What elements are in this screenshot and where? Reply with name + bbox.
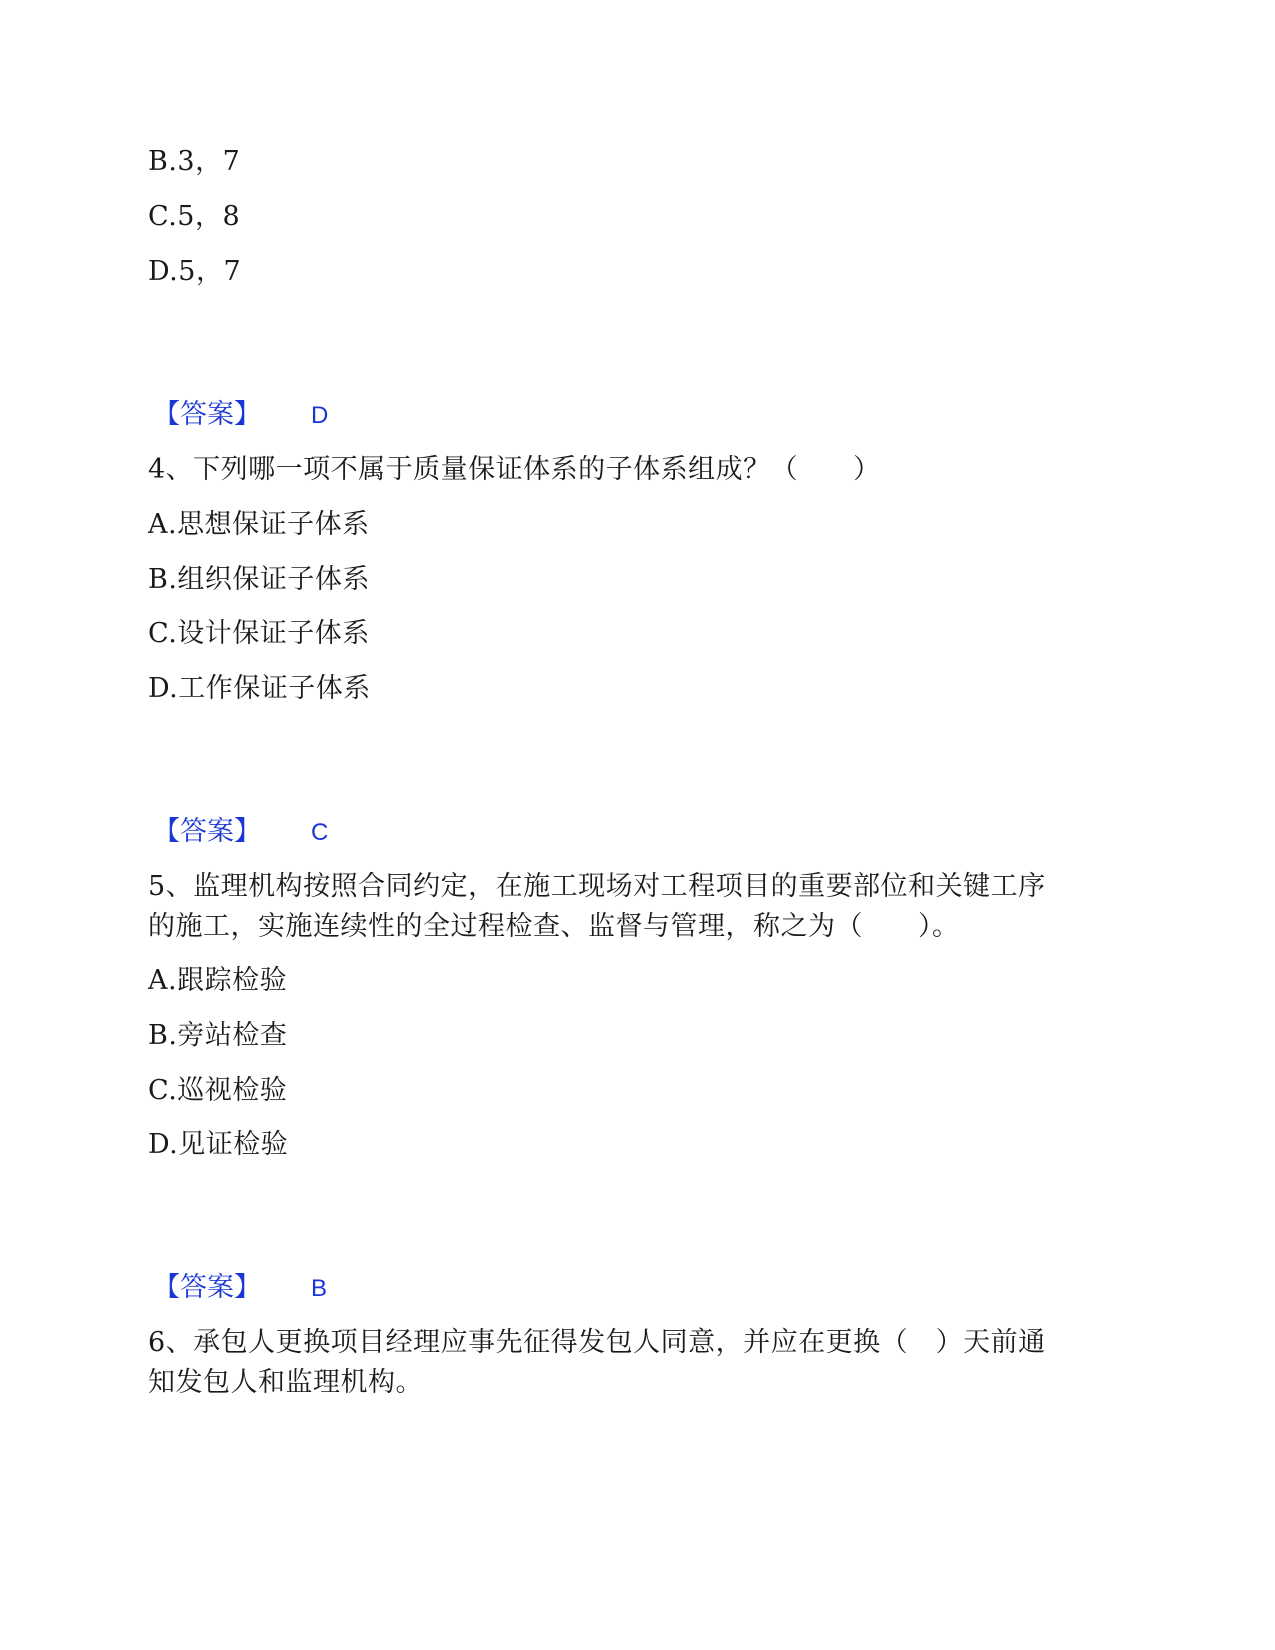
q5-option-a: A.跟踪检验 xyxy=(148,965,288,996)
q3-option-b: B.3，7 xyxy=(148,146,241,177)
q3-option-d: D.5，7 xyxy=(148,256,242,287)
answer-label: 【答案】 xyxy=(153,816,261,847)
q4-stem: 4、下列哪一项不属于质量保证体系的子体系组成？（ ） xyxy=(148,454,881,485)
answer-value: C xyxy=(311,819,329,846)
q5-answer xyxy=(153,1268,327,1309)
q4-option-d: D.工作保证子体系 xyxy=(148,673,371,704)
q5-stem-line-2: 的施工，实施连续性的全过程检查、监督与管理，称之为（ ）。 xyxy=(148,911,960,942)
q3-option-c: C.5，8 xyxy=(148,201,241,232)
answer-label: 【答案】 xyxy=(153,1272,261,1303)
q4-option-a: A.思想保证子体系 xyxy=(148,509,370,540)
answer-label: 【答案】 xyxy=(153,399,261,430)
q4-option-c: C.设计保证子体系 xyxy=(148,618,370,649)
q4-answer xyxy=(153,812,328,853)
q5-option-c: C.巡视检验 xyxy=(148,1075,288,1106)
q5-option-d: D.见证检验 xyxy=(148,1129,289,1160)
q4-option-b: B.组织保证子体系 xyxy=(148,564,370,595)
q5-option-b: B.旁站检查 xyxy=(148,1020,288,1051)
answer-value: D xyxy=(311,402,329,429)
q6-stem-line-2: 知发包人和监理机构。 xyxy=(148,1367,423,1398)
q6-stem-line-1: 6、承包人更换项目经理应事先征得发包人同意，并应在更换（ ）天前通 xyxy=(148,1327,1046,1358)
q5-stem-line-1: 5、监理机构按照合同约定，在施工现场对工程项目的重要部位和关键工序 xyxy=(148,871,1046,902)
q3-answer xyxy=(153,395,328,436)
answer-value: B xyxy=(311,1275,328,1302)
